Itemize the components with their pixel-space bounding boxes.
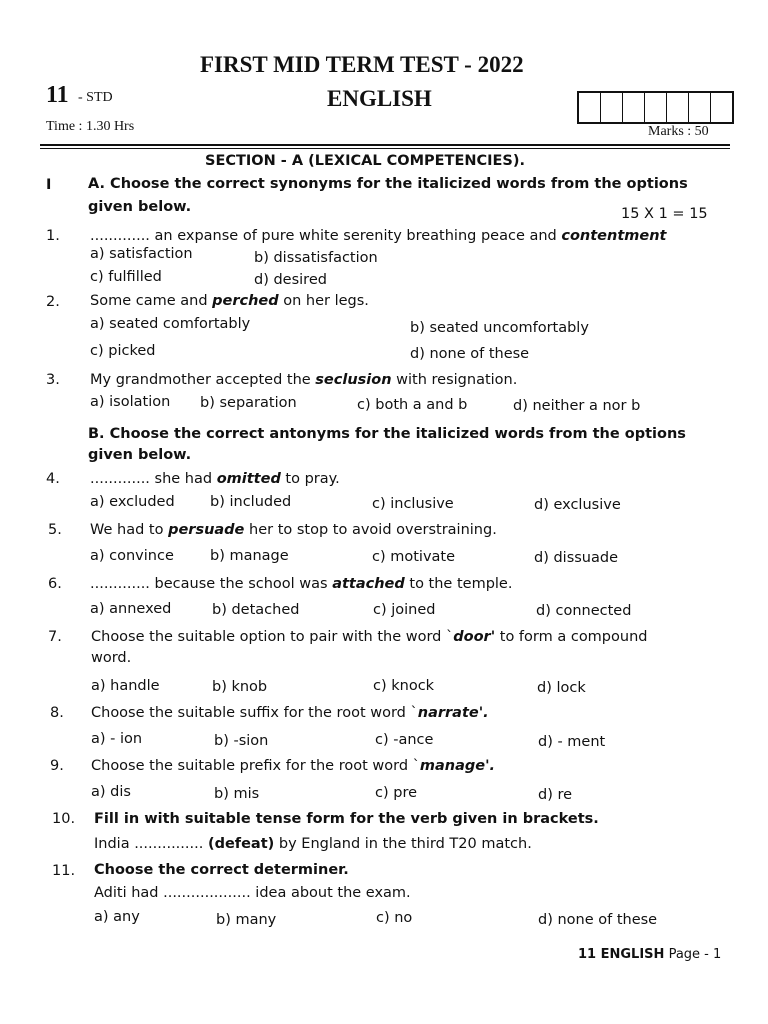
- q5-option-d: d) dissuade: [534, 550, 619, 566]
- time-label: Time : 1.30 Hrs: [46, 119, 135, 134]
- q4-option-b: b) included: [210, 494, 292, 510]
- register-box[interactable]: [601, 93, 623, 122]
- q1-number: 1.: [46, 228, 60, 244]
- register-number-boxes[interactable]: [577, 91, 734, 124]
- q3-option-d: d) neither a nor b: [513, 398, 641, 414]
- register-box[interactable]: [711, 93, 732, 122]
- q5-keyword: persuade: [168, 522, 245, 538]
- q9-option-b: b) mis: [214, 786, 260, 802]
- subject-title: ENGLISH: [327, 86, 432, 111]
- marks-label: Marks : 50: [648, 124, 709, 139]
- q8-option-c: c) -ance: [375, 732, 434, 748]
- q7-text-cont: word.: [91, 650, 132, 666]
- q10-verb: (defeat): [207, 836, 275, 852]
- q2-option-c: c) picked: [90, 343, 156, 359]
- q11-number: 11.: [52, 863, 76, 879]
- q9-text: Choose the suitable prefix for the root word `manage'.: [91, 758, 496, 774]
- footer-label: 11 ENGLISH: [578, 947, 665, 962]
- register-box[interactable]: [579, 93, 601, 122]
- q3-option-c: c) both a and b: [357, 397, 468, 413]
- q9-option-d: d) re: [538, 787, 573, 803]
- q1-option-b: b) dissatisfaction: [254, 250, 378, 266]
- register-box[interactable]: [623, 93, 645, 122]
- std-number: 11: [46, 82, 69, 108]
- q9-option-a: a) dis: [91, 784, 131, 800]
- q6-number: 6.: [48, 576, 62, 592]
- part-a-marks: 15 X 1 = 15: [621, 206, 708, 222]
- register-box[interactable]: [689, 93, 711, 122]
- q3-option-b: b) separation: [200, 395, 297, 411]
- test-title: FIRST MID TERM TEST - 2022: [200, 52, 524, 77]
- q2-option-b: b) seated uncomfortably: [410, 320, 589, 336]
- q2-keyword: perched: [212, 293, 279, 309]
- q4-option-c: c) inclusive: [372, 496, 454, 512]
- q9-number: 9.: [50, 758, 64, 774]
- q1-option-a: a) satisfaction: [90, 246, 193, 262]
- q10-sentence: India ............... (defeat) by England in the third T20 match.: [94, 836, 532, 852]
- q1-text: ............. an expanse of pure white serenity breathing peace and contentment: [90, 228, 667, 244]
- part-a-roman: I: [46, 177, 52, 193]
- q11-instruction: Choose the correct determiner.: [94, 862, 349, 878]
- q7-option-b: b) knob: [212, 679, 268, 695]
- q6-text: ............. because the school was attached to the temple.: [90, 576, 513, 592]
- q3-number: 3.: [46, 372, 60, 388]
- q11-option-d: d) none of these: [538, 912, 658, 928]
- q2-option-d: d) none of these: [410, 346, 530, 362]
- q7-number: 7.: [48, 629, 62, 645]
- part-a-instruction-cont: given below.: [88, 199, 192, 215]
- section-title: SECTION - A (LEXICAL COMPETENCIES).: [205, 153, 525, 169]
- q8-text: Choose the suitable suffix for the root word `narrate'.: [91, 705, 489, 721]
- q11-option-c: c) no: [376, 910, 413, 926]
- q11-sentence: Aditi had ................... idea about the exam.: [94, 885, 411, 901]
- q3-option-a: a) isolation: [90, 394, 171, 410]
- q6-option-c: c) joined: [373, 602, 436, 618]
- q6-option-d: d) connected: [536, 603, 632, 619]
- q5-option-c: c) motivate: [372, 549, 456, 565]
- q8-option-d: d) - ment: [538, 734, 606, 750]
- q2-number: 2.: [46, 294, 60, 310]
- q8-number: 8.: [50, 705, 64, 721]
- q1-keyword: contentment: [561, 228, 667, 244]
- q10-number: 10.: [52, 811, 76, 827]
- q1-option-d: d) desired: [254, 272, 327, 288]
- q9-option-c: c) pre: [375, 785, 418, 801]
- page-footer: [578, 947, 721, 962]
- q8-option-b: b) -sion: [214, 733, 269, 749]
- q1-option-c: c) fulfilled: [90, 269, 162, 285]
- q4-option-d: d) exclusive: [534, 497, 621, 513]
- q7-keyword: door': [453, 629, 496, 645]
- std-label: - STD: [78, 90, 113, 105]
- q11-option-b: b) many: [216, 912, 277, 928]
- q5-option-b: b) manage: [210, 548, 289, 564]
- q3-keyword: seclusion: [315, 372, 392, 388]
- q7-option-d: d) lock: [537, 680, 586, 696]
- q4-text: ............. she had omitted to pray.: [90, 471, 340, 487]
- register-box[interactable]: [667, 93, 689, 122]
- q4-number: 4.: [46, 471, 60, 487]
- page-number: Page - 1: [668, 947, 722, 962]
- q5-option-a: a) convince: [90, 548, 174, 564]
- q5-number: 5.: [48, 522, 62, 538]
- q9-keyword: manage'.: [419, 758, 496, 774]
- q8-keyword: narrate'.: [417, 705, 489, 721]
- q4-keyword: omitted: [216, 471, 281, 487]
- q11-option-a: a) any: [94, 909, 140, 925]
- q6-option-b: b) detached: [212, 602, 300, 618]
- q2-option-a: a) seated comfortably: [90, 316, 251, 332]
- q7-option-a: a) handle: [91, 678, 160, 694]
- q8-option-a: a) - ion: [91, 731, 143, 747]
- part-a-instruction: A. Choose the correct synonyms for the italicized words from the options: [88, 176, 688, 192]
- header-rule-thin: [40, 148, 730, 149]
- q10-instruction: Fill in with suitable tense form for the verb given in brackets.: [94, 811, 599, 827]
- header-rule-thick: [40, 144, 730, 146]
- register-box[interactable]: [645, 93, 667, 122]
- part-b-instruction: B. Choose the correct antonyms for the italicized words from the options: [88, 426, 686, 442]
- q7-option-c: c) knock: [373, 678, 435, 694]
- q6-option-a: a) annexed: [90, 601, 172, 617]
- q3-text: My grandmother accepted the seclusion with resignation.: [90, 372, 518, 388]
- part-b-instruction-cont: given below.: [88, 447, 192, 463]
- q5-text: We had to persuade her to stop to avoid overstraining.: [90, 522, 497, 538]
- q2-text: Some came and perched on her legs.: [90, 293, 369, 309]
- q4-option-a: a) excluded: [90, 494, 175, 510]
- q7-text: Choose the suitable option to pair with the word `door' to form a compound: [91, 629, 648, 645]
- q6-keyword: attached: [332, 576, 405, 592]
